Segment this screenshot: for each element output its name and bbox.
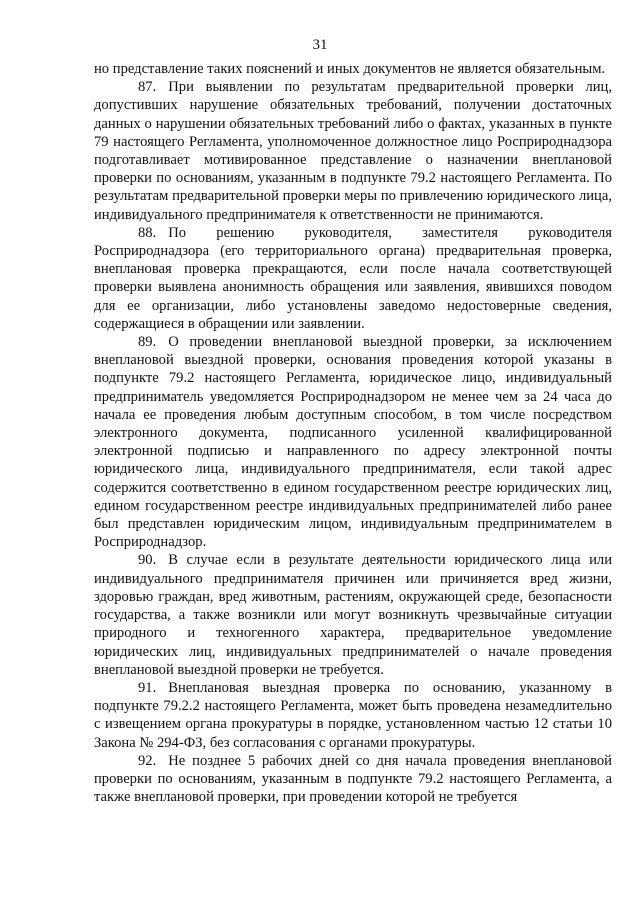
paragraph-87 — [94, 78, 612, 224]
paragraph-text: О проведении внеплановой выездной проверки, за исключением внеплановой выездной проверки, основания проведения которой указаны в подпункте 79.2 настоящего Регламента, юридическое лицо, индивидуальный предприниматель уведомляется Росприроднадзором не менее чем за 24 часа до начала ее проведения любым доступным способом, в том числе посредством электронного документа, подписанного усиленной квалифицированной электронной подписью и направленного по адресу электронной почты юридического лица, индивидуального предпринимателя, если такой адрес содержится соответственно в едином государственном реестре юридических лиц, едином государственном реестре индивидуальных предпринимателей либо ранее был представлен юридическим лицом, индивидуальным предпринимателем в Росприроднадзор. — [94, 334, 612, 551]
page-number: 31 — [312, 37, 328, 53]
paragraph-89 — [94, 333, 612, 551]
paragraph-91 — [94, 679, 612, 752]
paragraph-text: Внеплановая выездная проверка по основанию, указанному в подпункте 79.2.2 настоящего Регламента, может быть проведена незамедлительно с извещением органа прокуратуры в порядке, установленном частью 12 статьи 10 Закона № 294-ФЗ, без согласования с органами прокуратуры. — [94, 679, 612, 751]
paragraph-88 — [94, 224, 612, 333]
paragraph-text: Не позднее 5 рабочих дней со дня начала проведения внеплановой проверки по основаниям, указанным в подпункте 79.2 настоящего Регламента, а также внеплановой проверки, при проведении которой не требуется — [94, 752, 612, 806]
paragraph-number: 89. — [138, 334, 157, 351]
document-body — [94, 60, 612, 806]
paragraph-continuation — [94, 60, 612, 78]
paragraph-text: По решению руководителя, заместителя руководителя Росприроднадзора (его территориального органа) предварительная проверка, внеплановая проверка прекращаются, если после начала соответствующей проверки выявлена анонимность обращения или заявления, явившихся поводом для ее организации, либо установлены заведомо недостоверные сведения, содержащиеся в обращении или заявлении. — [94, 224, 612, 332]
paragraph-number: 92. — [138, 752, 157, 769]
paragraph-text: В случае если в результате деятельности юридического лица или индивидуального предпринимателя причинен или причиняется вред жизни, здоровью граждан, вред животным, растениям, окружающей среде, безопасности государства, а также возникли или могут возникнуть чрезвычайные ситуации природного и техногенного характера, предварительное уведомление юридических лиц, индивидуальных предпринимателей о начале проведения внеплановой выездной проверки не требуется. — [94, 552, 612, 678]
paragraph-text: но представление таких пояснений и иных документов не является обязательным. — [94, 61, 606, 77]
paragraph-90 — [94, 551, 612, 678]
paragraph-number: 88. — [138, 224, 157, 241]
paragraph-92 — [94, 752, 612, 807]
paragraph-number: 87. — [138, 79, 157, 96]
paragraph-number: 91. — [138, 679, 157, 696]
paragraph-text: При выявлении по результатам предварительной проверки лиц, допустивших нарушение обязательных требований, получении достаточных данных о нарушении обязательных требований либо о фактах, указанных в пункте 79 настоящего Регламента, уполномоченное должностное лицо Росприроднадзора подготавливает мотивированное представление о назначении внеплановой проверки по основаниям, указанным в подпункте 79.2 настоящего Регламента. По результатам предварительной проверки меры по привлечению юридического лица, индивидуального предпринимателя к ответственности не принимаются. — [94, 79, 612, 223]
paragraph-number: 90. — [138, 552, 157, 569]
